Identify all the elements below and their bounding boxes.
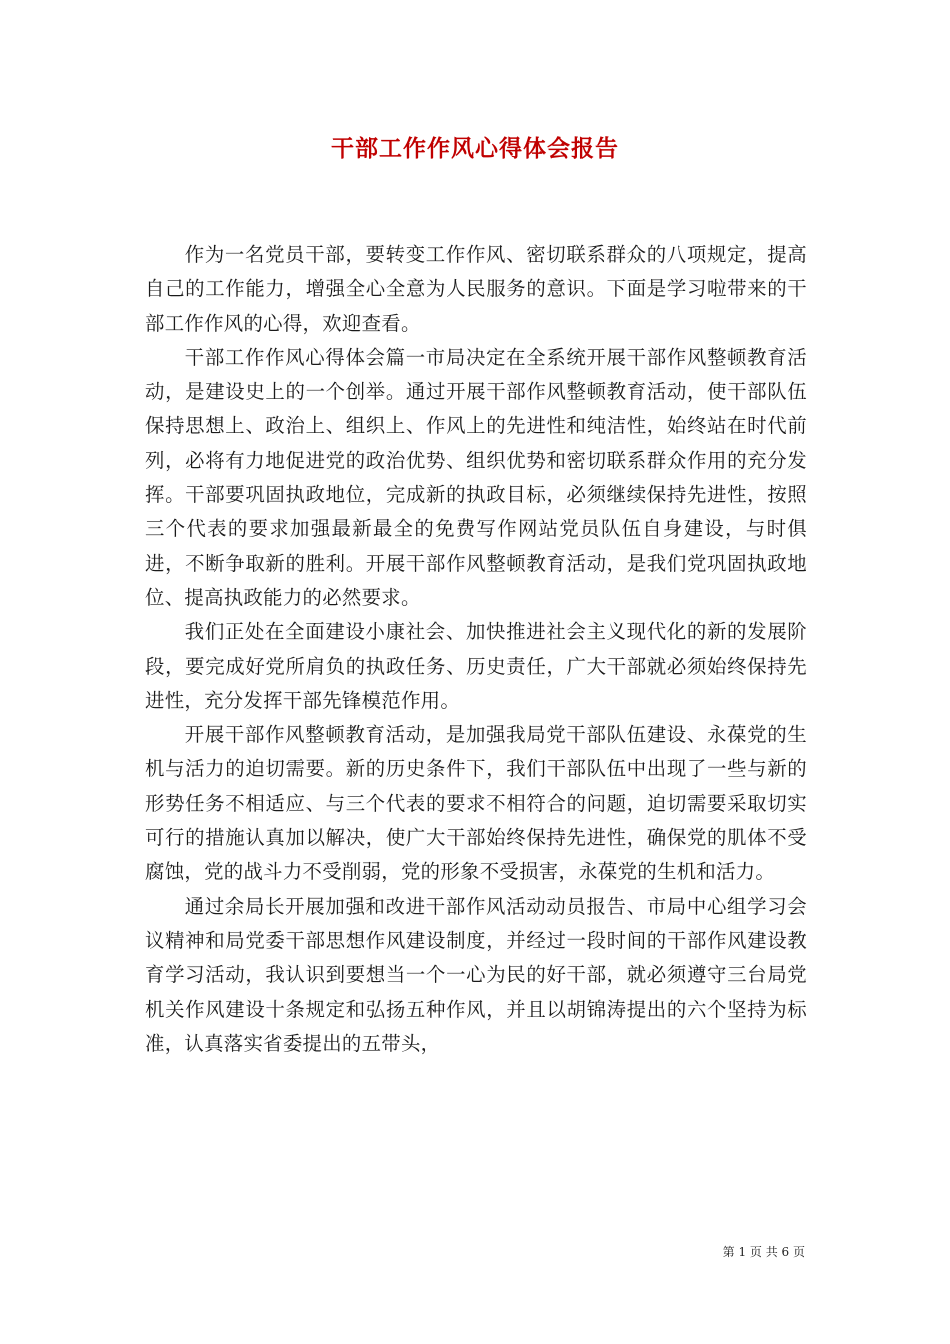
document-body (145, 238, 807, 1061)
paragraph-1: 作为一名党员干部，要转变工作作风、密切联系群众的八项规定，提高自己的工作能力，增强全心全意为人民服务的意识。下面是学习啦带来的干部工作作风的心得，欢迎查看。 (145, 243, 807, 335)
page-number-footer: 第 1 页 共 6 页 (722, 1245, 805, 1259)
document-title: 干部工作作风心得体会报告 (331, 135, 619, 162)
paragraph-4: 开展干部作风整顿教育活动，是加强我局党干部队伍建设、永葆党的生机与活力的迫切需要。新的历史条件下，我们干部队伍中出现了一些与新的形势任务不相适应、与三个代表的要求不相符合的问题，迫切需要采取切实可行的措施认真加以解决，使广大干部始终保持先进性，确保党的肌体不受腐蚀，党的战斗力不受削弱，党的形象不受损害，永葆党的生机和活力。 (145, 723, 807, 884)
paragraph-2: 干部工作作风心得体会篇一市局决定在全系统开展干部作风整顿教育活动，是建设史上的一个创举。通过开展干部作风整顿教育活动，使干部队伍保持思想上、政治上、组织上、作风上的先进性和纯洁性，始终站在时代前列，必将有力地促进党的政治优势、组织优势和密切联系群众作用的充分发挥。干部要巩固执政地位，完成新的执政目标，必须继续保持先进性，按照三个代表的要求加强最新最全的免费写作网站党员队伍自身建设，与时俱进，不断争取新的胜利。开展干部作风整顿教育活动，是我们党巩固执政地位、提高执政能力的必然要求。 (145, 345, 807, 609)
paragraph-3: 我们正处在全面建设小康社会、加快推进社会主义现代化的新的发展阶段，要完成好党所肩负的执政任务、历史责任，广大干部就必须始终保持先进性，充分发挥干部先锋模范作用。 (145, 620, 807, 712)
paragraph-5: 通过余局长开展加强和改进干部作风活动动员报告、市局中心组学习会议精神和局党委干部思想作风建设制度，并经过一段时间的干部作风建设教育学习活动，我认识到要想当一个一心为民的好干部，就必须遵守三台局党机关作风建设十条规定和弘扬五种作风，并且以胡锦涛提出的六个坚持为标准，认真落实省委提出的五带头， (145, 894, 807, 1055)
